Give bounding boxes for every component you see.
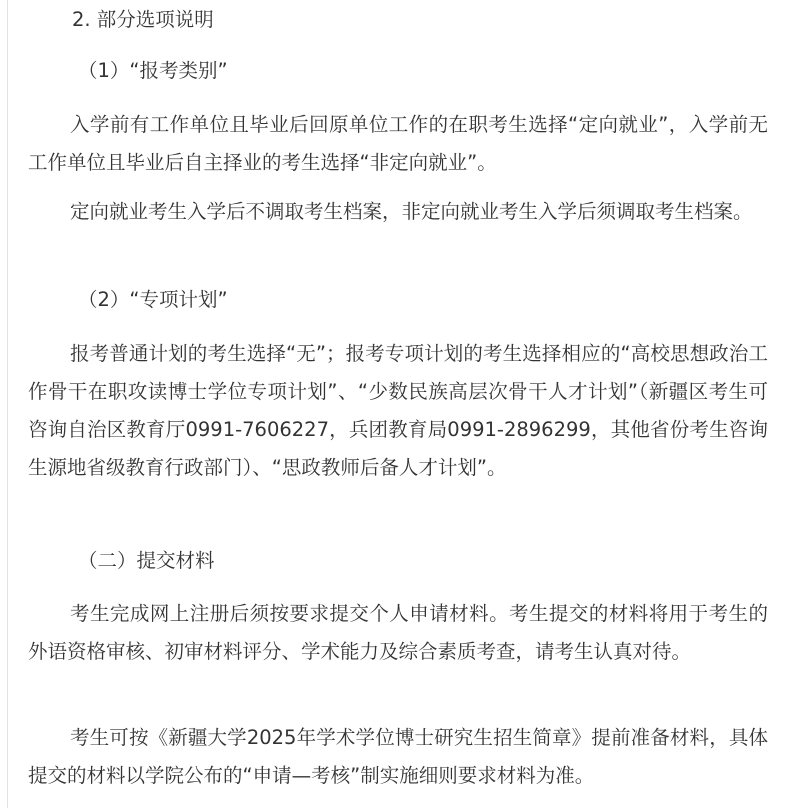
subsection-heading-exam-category: （1）“报考类别” (78, 59, 228, 82)
subsection-heading-special-plan: （2）“专项计划” (78, 288, 228, 311)
paragraph-submit-materials-2: 考生可按《新疆大学2025年学术学位博士研究生招生简章》提前准备材料，具体提交的材料以学院公布的“申请—考核”制实施细则要求材料为准。 (28, 726, 768, 787)
part-heading-submit-materials: （二）提交材料 (78, 549, 215, 572)
paragraph-special-plan: 报考普通计划的考生选择“无”；报考专项计划的考生选择相应的“高校思想政治工作骨干在职攻读博士学位专项计划”、“少数民族高层次骨干人才计划”（新疆区考生可咨询自治区教育厅0991-7606227，兵团教育局0991-2896299，其他省份考生咨询生源地省级教育行政部门）、“思政教师后备人才计划”。 (28, 342, 768, 479)
paragraph-exam-category-2: 定向就业考生入学后不调取考生档案，非定向就业考生入学后须调取考生档案。 (70, 200, 753, 223)
paragraph-exam-category-1: 入学前有工作单位且毕业后回原单位工作的在职考生选择“定向就业”，入学前无工作单位且毕业后自主择业的考生选择“非定向就业”。 (28, 113, 768, 174)
left-border-line (7, 0, 8, 808)
paragraph-submit-materials-1: 考生完成网上注册后须按要求提交个人申请材料。考生提交的材料将用于考生的外语资格审核、初审材料评分、学术能力及综合素质考查，请考生认真对待。 (28, 602, 768, 663)
section-heading: 2. 部分选项说明 (72, 8, 214, 31)
